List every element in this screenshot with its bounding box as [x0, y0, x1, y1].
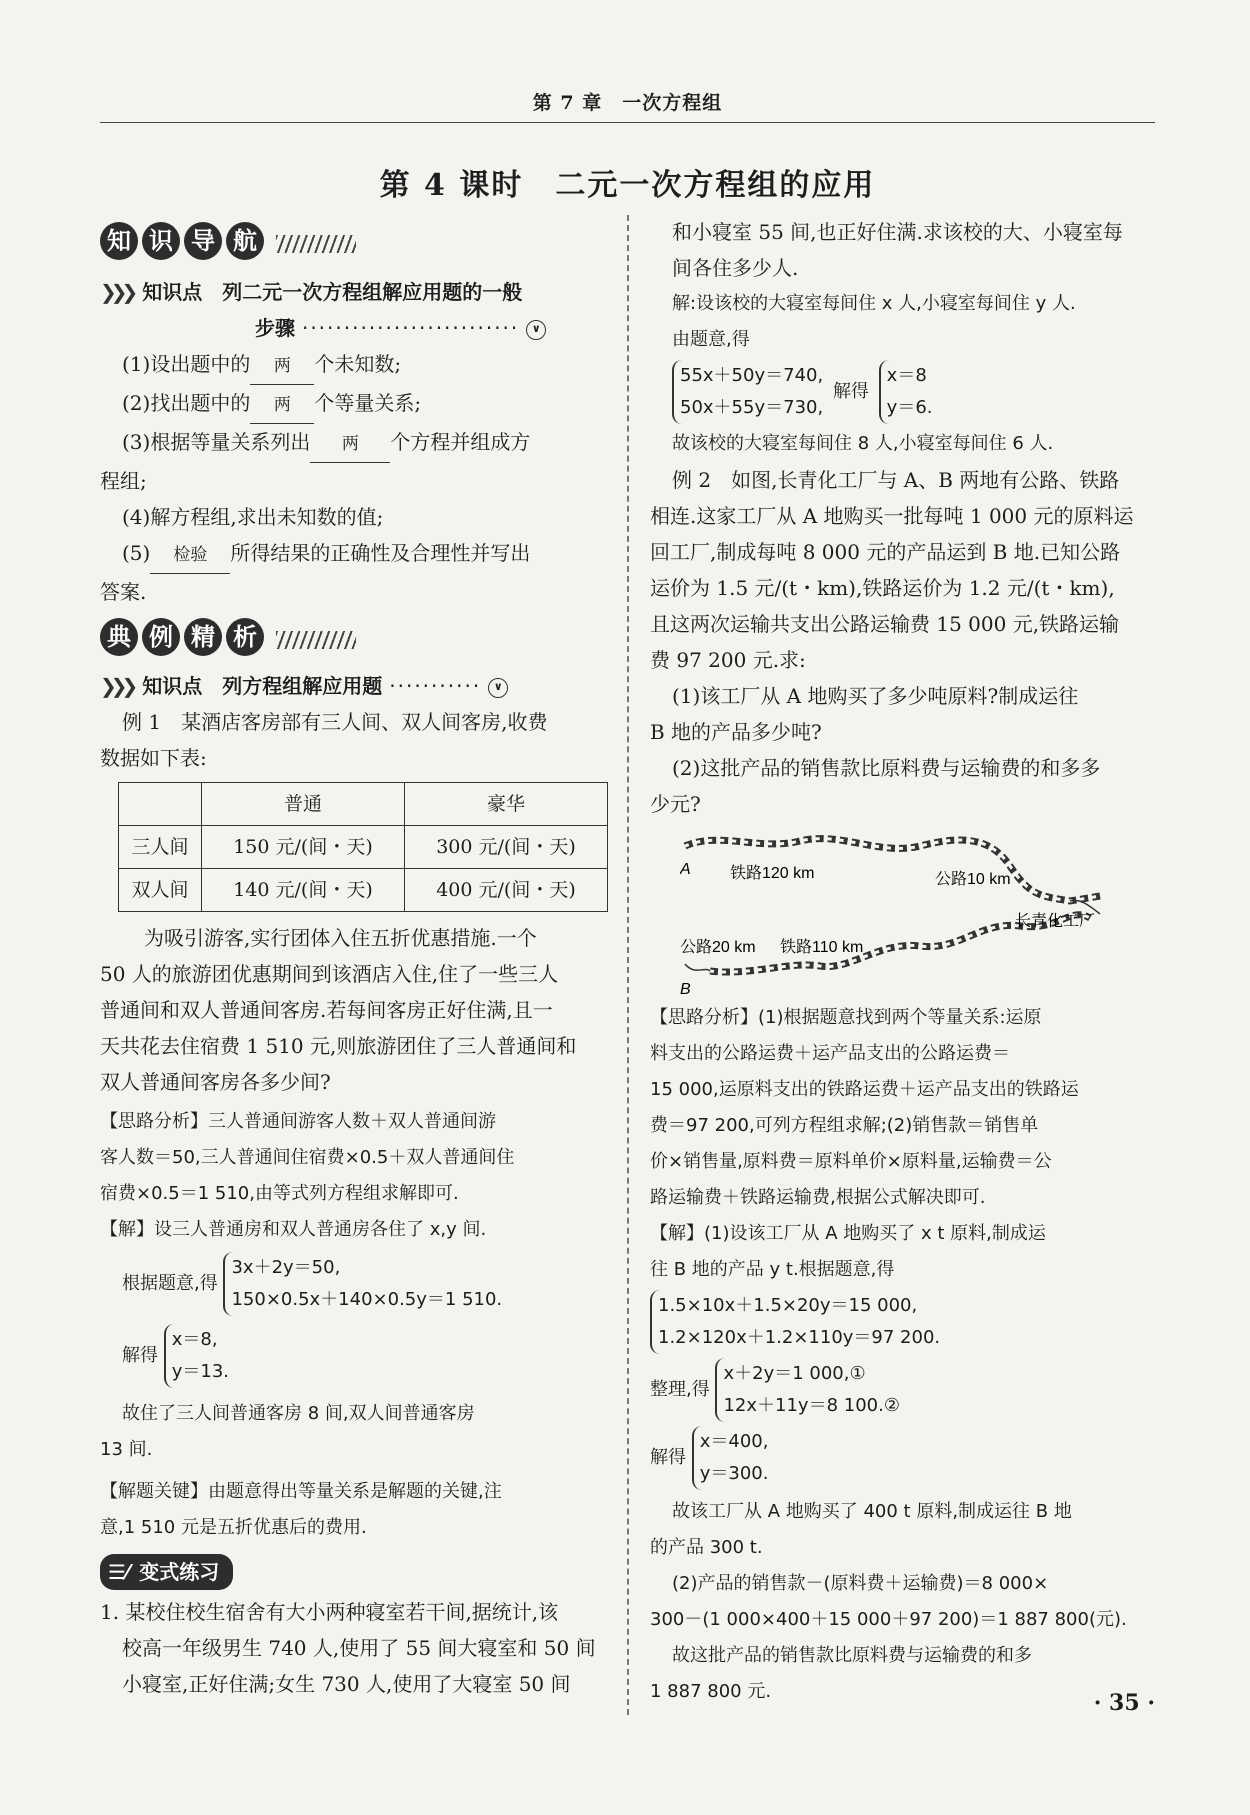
- column-divider: [627, 215, 629, 1715]
- badge-char: 知: [100, 222, 138, 260]
- knowledge-point-1-cont: 步骤 ·························· ∨: [100, 310, 610, 346]
- step-4: (4)解方程组,求出未知数的值;: [122, 505, 384, 529]
- example-2: 回工厂,制成每吨 8 000 元的产品运到 B 地.已知公路: [650, 540, 1121, 564]
- example-2-analysis: 价×销售量,原料费＝原料单价×原料量,运输费＝公: [650, 1151, 1052, 1172]
- question-1: 校高一年级男生 740 人,使用了 55 间大寝室和 50 间: [122, 1636, 596, 1660]
- table-row: [119, 826, 608, 869]
- question-1-system: 55x＋50y＝740, 50x＋55y＝730, 解得 x＝8 y＝6.: [650, 360, 1160, 424]
- badge-char: 例: [142, 618, 180, 656]
- example-2-system-2: 整理,得 x＋2y＝1 000,① 12x＋11y＝8 100.②: [650, 1358, 1160, 1422]
- map-label-road-bottom: 公路20 km: [680, 939, 756, 956]
- badge-char: 析: [226, 618, 264, 656]
- question-1-conclusion: 故该校的大寝室每间住 8 人,小寝室每间住 6 人.: [672, 433, 1054, 454]
- table-cell: [119, 783, 202, 826]
- running-header: 第 7 章 一次方程组: [532, 92, 723, 114]
- practice-header: ☰⁄ 变式练习: [100, 1554, 610, 1590]
- question-1: 小寝室,正好住满;女生 730 人,使用了大寝室 50 间: [122, 1672, 571, 1696]
- example-1-solution: 【解】设三人普通房和双人普通房各住了 x,y 间.: [100, 1219, 487, 1240]
- right-column: [650, 214, 1160, 1710]
- stripes-decoration: [276, 631, 356, 649]
- example-1-result: 解得 x＝8, y＝13.: [100, 1324, 610, 1388]
- example-1-conclusion: 13 间.: [100, 1439, 153, 1460]
- section-knowledge-nav: [100, 222, 610, 268]
- step-1: (1)设出题中的 两 个未知数;: [100, 346, 610, 385]
- example-2-result: 解得 x＝400, y＝300.: [650, 1426, 1160, 1490]
- table-cell: 豪华: [405, 783, 608, 826]
- example-2-analysis: 路运输费＋铁路运输费,根据公式解决即可.: [650, 1187, 986, 1208]
- pencil-icon: ☰⁄: [108, 1560, 130, 1584]
- expand-icon[interactable]: ∨: [526, 320, 546, 340]
- badge-char: 精: [184, 618, 222, 656]
- chevrons-icon: ❯❯❯: [100, 674, 133, 698]
- table-cell: 三人间: [119, 826, 202, 869]
- example-1-body: 天共花去住宿费 1 510 元,则旅游团住了三人普通间和: [100, 1034, 577, 1058]
- table-cell: 300 元/(间・天): [405, 826, 608, 869]
- example-1-analysis: 客人数＝50,三人普通间住宿费×0.5＋双人普通间住: [100, 1147, 515, 1168]
- step-2: (2)找出题中的 两 个等量关系;: [100, 385, 610, 424]
- step-3: (3)根据等量关系列出 两 个方程并组成方: [100, 424, 610, 463]
- expand-icon[interactable]: ∨: [488, 678, 508, 698]
- example-1-analysis: 宿费×0.5＝1 510,由等式列方程组求解即可.: [100, 1183, 459, 1204]
- example-1-key: 意,1 510 元是五折优惠后的费用.: [100, 1517, 367, 1538]
- example-2-system: 1.5×10x＋1.5×20y＝15 000, 1.2×120x＋1.2×110y＝97 200.: [650, 1290, 1160, 1354]
- example-2: 费 97 200 元.求:: [650, 648, 806, 672]
- example-2-final: 故这批产品的销售款比原料费与运输费的和多: [672, 1645, 1032, 1666]
- example-2-solution: 往 B 地的产品 y t.根据题意,得: [650, 1259, 895, 1280]
- stripes-decoration: [276, 235, 356, 253]
- example-1-body: 普通间和双人普通间客房.若每间客房正好住满,且一: [100, 998, 553, 1022]
- table-cell: 140 元/(间・天): [202, 869, 405, 912]
- map-label-road-top: 公路10 km: [935, 871, 1011, 888]
- road-bottom: [685, 964, 710, 971]
- map-label-B: B: [680, 981, 691, 996]
- table-cell: 双人间: [119, 869, 202, 912]
- badge-char: 识: [142, 222, 180, 260]
- example-1-intro: 例 1 某酒店客房部有三人间、双人间客房,收费: [122, 710, 548, 734]
- example-2-analysis: 【思路分析】(1)根据题意找到两个等量关系:运原: [650, 1007, 1042, 1028]
- example-1-body: 为吸引游客,实行团体入住五折优惠措施.一个: [144, 926, 537, 950]
- example-2-analysis: 费＝97 200,可列方程组求解;(2)销售款＝销售单: [650, 1115, 1039, 1136]
- section-example-analysis: [100, 618, 610, 664]
- example-1-intro-cont: 数据如下表:: [100, 746, 207, 770]
- chevrons-icon: ❯❯❯: [100, 280, 133, 304]
- example-2-conclusion: 故该工厂从 A 地购买了 400 t 原料,制成运往 B 地: [672, 1501, 1072, 1522]
- example-2: 相连.这家工厂从 A 地购买一批每吨 1 000 元的原料运: [650, 504, 1134, 528]
- route-map: [680, 826, 1140, 996]
- example-1-system: 根据题意,得 3x＋2y＝50, 150×0.5x＋140×0.5y＝1 510.: [100, 1252, 610, 1316]
- example-1-conclusion: 故住了三人间普通客房 8 间,双人间普通客房: [122, 1403, 475, 1424]
- example-2-part-2: (2)产品的销售款－(原料费＋运输费)＝8 000×: [672, 1573, 1049, 1594]
- table-cell: 400 元/(间・天): [405, 869, 608, 912]
- page-number: · 35 ·: [1093, 1690, 1155, 1716]
- header-rule: [100, 122, 1155, 123]
- knowledge-point-1: ❯❯❯ 知识点 列二元一次方程组解应用题的一般: [100, 274, 610, 310]
- badge-char: 典: [100, 618, 138, 656]
- table-header-row: [119, 783, 608, 826]
- example-2-q2: (2)这批产品的销售款比原料费与运输费的和多多: [672, 756, 1101, 780]
- fee-table: [118, 782, 608, 912]
- question-1-solution: 由题意,得: [672, 329, 750, 350]
- map-label-rail-top: 铁路120 km: [730, 865, 815, 882]
- question-1-cont: 间各住多少人.: [672, 256, 799, 280]
- example-2-part-2: 300－(1 000×400＋15 000＋97 200)＝1 887 800(元).: [650, 1609, 1127, 1630]
- example-2: 运价为 1.5 元/(t・km),铁路运价为 1.2 元/(t・km),: [650, 576, 1115, 600]
- map-label-rail-bottom: 铁路110 km: [780, 939, 864, 956]
- example-1-body: 双人普通间客房各多少间?: [100, 1070, 331, 1094]
- map-label-A: A: [680, 861, 691, 878]
- example-2: 例 2 如图,长青化工厂与 A、B 两地有公路、铁路: [672, 468, 1120, 492]
- example-2-solution: 【解】(1)设该工厂从 A 地购买了 x t 原料,制成运: [650, 1223, 1046, 1244]
- example-2-q1: (1)该工厂从 A 地购买了多少吨原料?制成运往: [672, 684, 1079, 708]
- example-1-key: 【解题关键】由题意得出等量关系是解题的关键,注: [100, 1481, 502, 1502]
- step-5: (5) 检验 所得结果的正确性及合理性并写出: [100, 535, 610, 574]
- question-1-solution: 解:设该校的大寝室每间住 x 人,小寝室每间住 y 人.: [672, 293, 1076, 314]
- example-2-q1: B 地的产品多少吨?: [650, 720, 822, 744]
- example-2: 且这两次运输共支出公路运输费 15 000 元,铁路运输: [650, 612, 1120, 636]
- table-row: [119, 869, 608, 912]
- example-2-q2: 少元?: [650, 792, 701, 816]
- example-1-body: 50 人的旅游团优惠期间到该酒店入住,住了一些三人: [100, 962, 559, 986]
- lesson-title: 第 4 课时 二元一次方程组的应用: [379, 168, 876, 203]
- left-column: [100, 222, 610, 1702]
- example-2-analysis: 15 000,运原料支出的铁路运费＋运产品支出的铁路运: [650, 1079, 1079, 1100]
- badge-char: 航: [226, 222, 264, 260]
- table-cell: 普通: [202, 783, 405, 826]
- map-label-factory: 长青化工厂: [1015, 913, 1096, 930]
- question-1-cont: 和小寝室 55 间,也正好住满.求该校的大、小寝室每: [672, 220, 1123, 244]
- step-3-cont: 程组;: [100, 469, 147, 493]
- example-2-final: 1 887 800 元.: [650, 1681, 772, 1702]
- step-5-cont: 答案.: [100, 580, 147, 604]
- knowledge-point-2: ❯❯❯ 知识点 列方程组解应用题 ··········· ∨: [100, 668, 610, 704]
- example-1-analysis: 【思路分析】三人普通间游客人数＋双人普通间游: [100, 1111, 496, 1132]
- badge-char: 导: [184, 222, 222, 260]
- question-1: 1. 某校住校生宿舍有大小两种寝室若干间,据统计,该: [100, 1600, 559, 1624]
- example-2-analysis: 料支出的公路运费＋运产品支出的公路运费＝: [650, 1043, 1010, 1064]
- example-2-conclusion: 的产品 300 t.: [650, 1537, 763, 1558]
- table-cell: 150 元/(间・天): [202, 826, 405, 869]
